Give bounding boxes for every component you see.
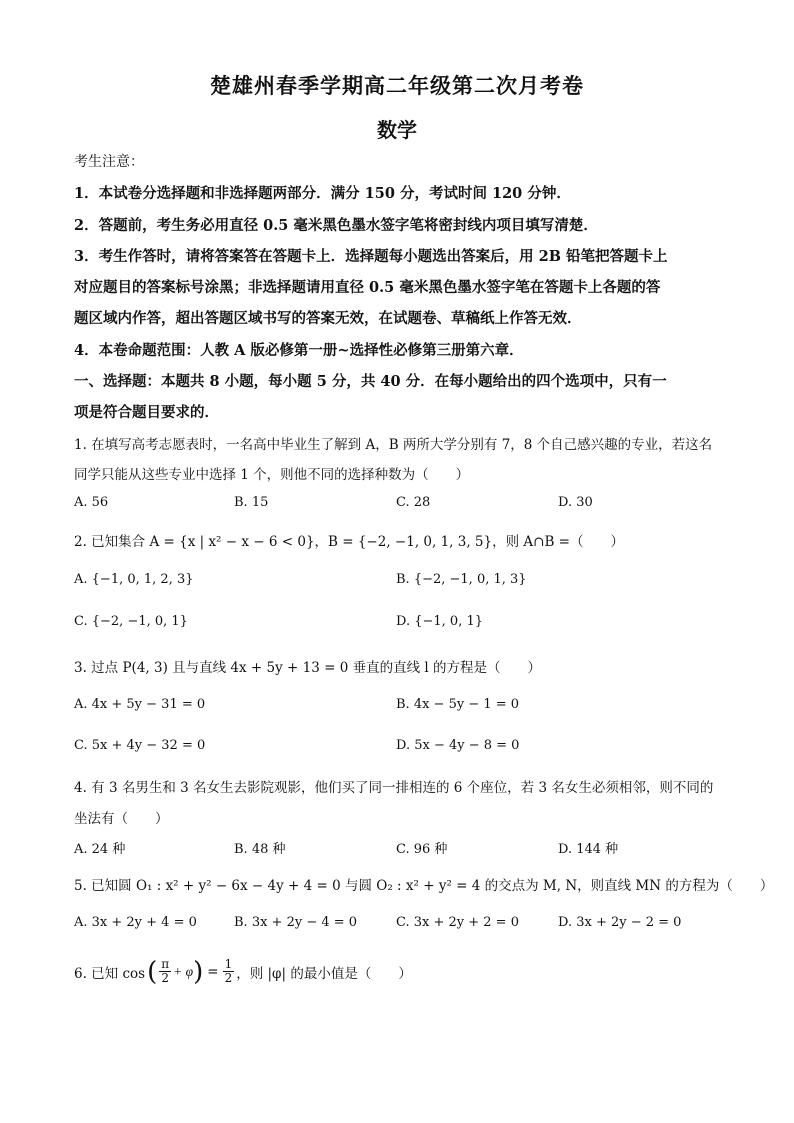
subject-title: 数学: [377, 118, 417, 142]
q5-option-a: A. 3x + 2y + 4 = 0: [74, 915, 197, 930]
q1-option-b: B. 15: [234, 495, 269, 510]
q6-suffix: ，则 |φ| 的最小值是（ ）: [236, 965, 412, 982]
q6-fraction-one-half: [223, 958, 235, 985]
q6-right-paren: ): [193, 956, 204, 987]
q5-option-d: D. 3x + 2y − 2 = 0: [558, 915, 682, 930]
notice-item-3-cont2: 题区域内作答，超出答题区域书写的答案无效，在试题卷、草稿纸上作答无效．: [74, 310, 582, 327]
q2-option-a: A. {−1, 0, 1, 2, 3}: [74, 572, 194, 587]
q6-left-paren: (: [147, 956, 158, 987]
notice-item-4: 4．本卷命题范围：人教 A 版必修第一册~选择性必修第三册第六章．: [74, 342, 524, 359]
q1-option-d: D. 30: [558, 495, 593, 510]
q3-stem: 3. 过点 P(4, 3) 且与直线 4x + 5y + 13 = 0 垂直的直线 l 的方程是（ ）: [74, 660, 541, 676]
q3-option-b: B. 4x − 5y − 1 = 0: [396, 697, 520, 712]
q6-rhs-denominator: 2: [224, 971, 233, 986]
section-heading-line2: 项是符合题目要求的．: [74, 404, 219, 421]
q3-option-d: D. 5x − 4y − 8 = 0: [396, 738, 520, 753]
q5-option-b: B. 3x + 2y − 4 = 0: [234, 915, 358, 930]
exam-title: 楚雄州春季学期高二年级第二次月考卷: [210, 73, 584, 98]
notice-heading: 考生注意：: [74, 154, 144, 170]
q4-stem-line1: 4. 有 3 名男生和 3 名女生去影院观影，他们买了同一排相连的 6 个座位，若 3 名女生必须相邻，则不同的: [74, 780, 714, 796]
q3-option-c: C. 5x + 4y − 32 = 0: [74, 738, 206, 753]
q5-option-c: C. 3x + 2y + 2 = 0: [396, 915, 519, 930]
q6-equals: =: [207, 963, 219, 980]
q1-stem-line2: 同学只能从这些专业中选择 1 个，则他不同的选择种数为（ ）: [74, 467, 470, 483]
q2-option-d: D. {−1, 0, 1}: [396, 614, 484, 629]
q4-option-d: D. 144 种: [558, 842, 619, 857]
q4-option-b: B. 48 种: [234, 842, 286, 857]
q6-frac-denominator: 2: [161, 971, 170, 986]
q1-stem-line1: 1. 在填写高考志愿表时，一名高中毕业生了解到 A，B 两所大学分别有 7，8 个自己感兴趣的专业，若这名: [74, 437, 713, 453]
q2-option-b: B. {−2, −1, 0, 1, 3}: [396, 572, 527, 587]
notice-item-3: 3．考生作答时，请将答案答在答题卡上．选择题每小题选出答案后，用 2B 铅笔把答题卡上: [74, 248, 668, 265]
q6-prefix: 6. 已知 cos: [74, 965, 146, 982]
notice-item-3-cont: 对应题目的答案标号涂黑；非选择题请用直径 0.5 毫米黑色墨水签字笔在答题卡上各题的答: [74, 279, 661, 296]
section-heading-line1: 一、选择题：本题共 8 小题，每小题 5 分，共 40 分．在每小题给出的四个选项中，只有一: [74, 373, 667, 390]
q6-stem: [74, 958, 412, 985]
q1-option-c: C. 28: [396, 495, 431, 510]
q6-rhs-numerator: 1: [224, 957, 233, 971]
q2-stem: 2. 已知集合 A = {x | x² − x − 6 < 0}，B = {−2, −1, 0, 1, 3, 5}，则 A∩B =（ ）: [74, 534, 624, 550]
q6-frac-numerator: π: [161, 957, 170, 971]
notice-item-2: 2．答题前，考生务必用直径 0.5 毫米黑色墨水签字笔将密封线内项目填写清楚．: [74, 217, 598, 234]
q6-fraction-pi-over-2: [159, 958, 171, 985]
q2-option-c: C. {−2, −1, 0, 1}: [74, 614, 188, 629]
q6-plus-phi: + φ: [173, 963, 194, 979]
q3-option-a: A. 4x + 5y − 31 = 0: [74, 697, 206, 712]
q4-option-a: A. 24 种: [74, 842, 126, 857]
q4-stem-line2: 坐法有（ ）: [74, 811, 169, 827]
notice-item-1: 1．本试卷分选择题和非选择题两部分．满分 150 分，考试时间 120 分钟．: [74, 185, 571, 202]
q1-option-a: A. 56: [74, 495, 109, 510]
q5-stem: 5. 已知圆 O₁ : x² + y² − 6x − 4y + 4 = 0 与圆 O₂ : x² + y² = 4 的交点为 M, N，则直线 MN 的方程为（ ）: [74, 878, 774, 894]
q4-option-c: C. 96 种: [396, 842, 448, 857]
